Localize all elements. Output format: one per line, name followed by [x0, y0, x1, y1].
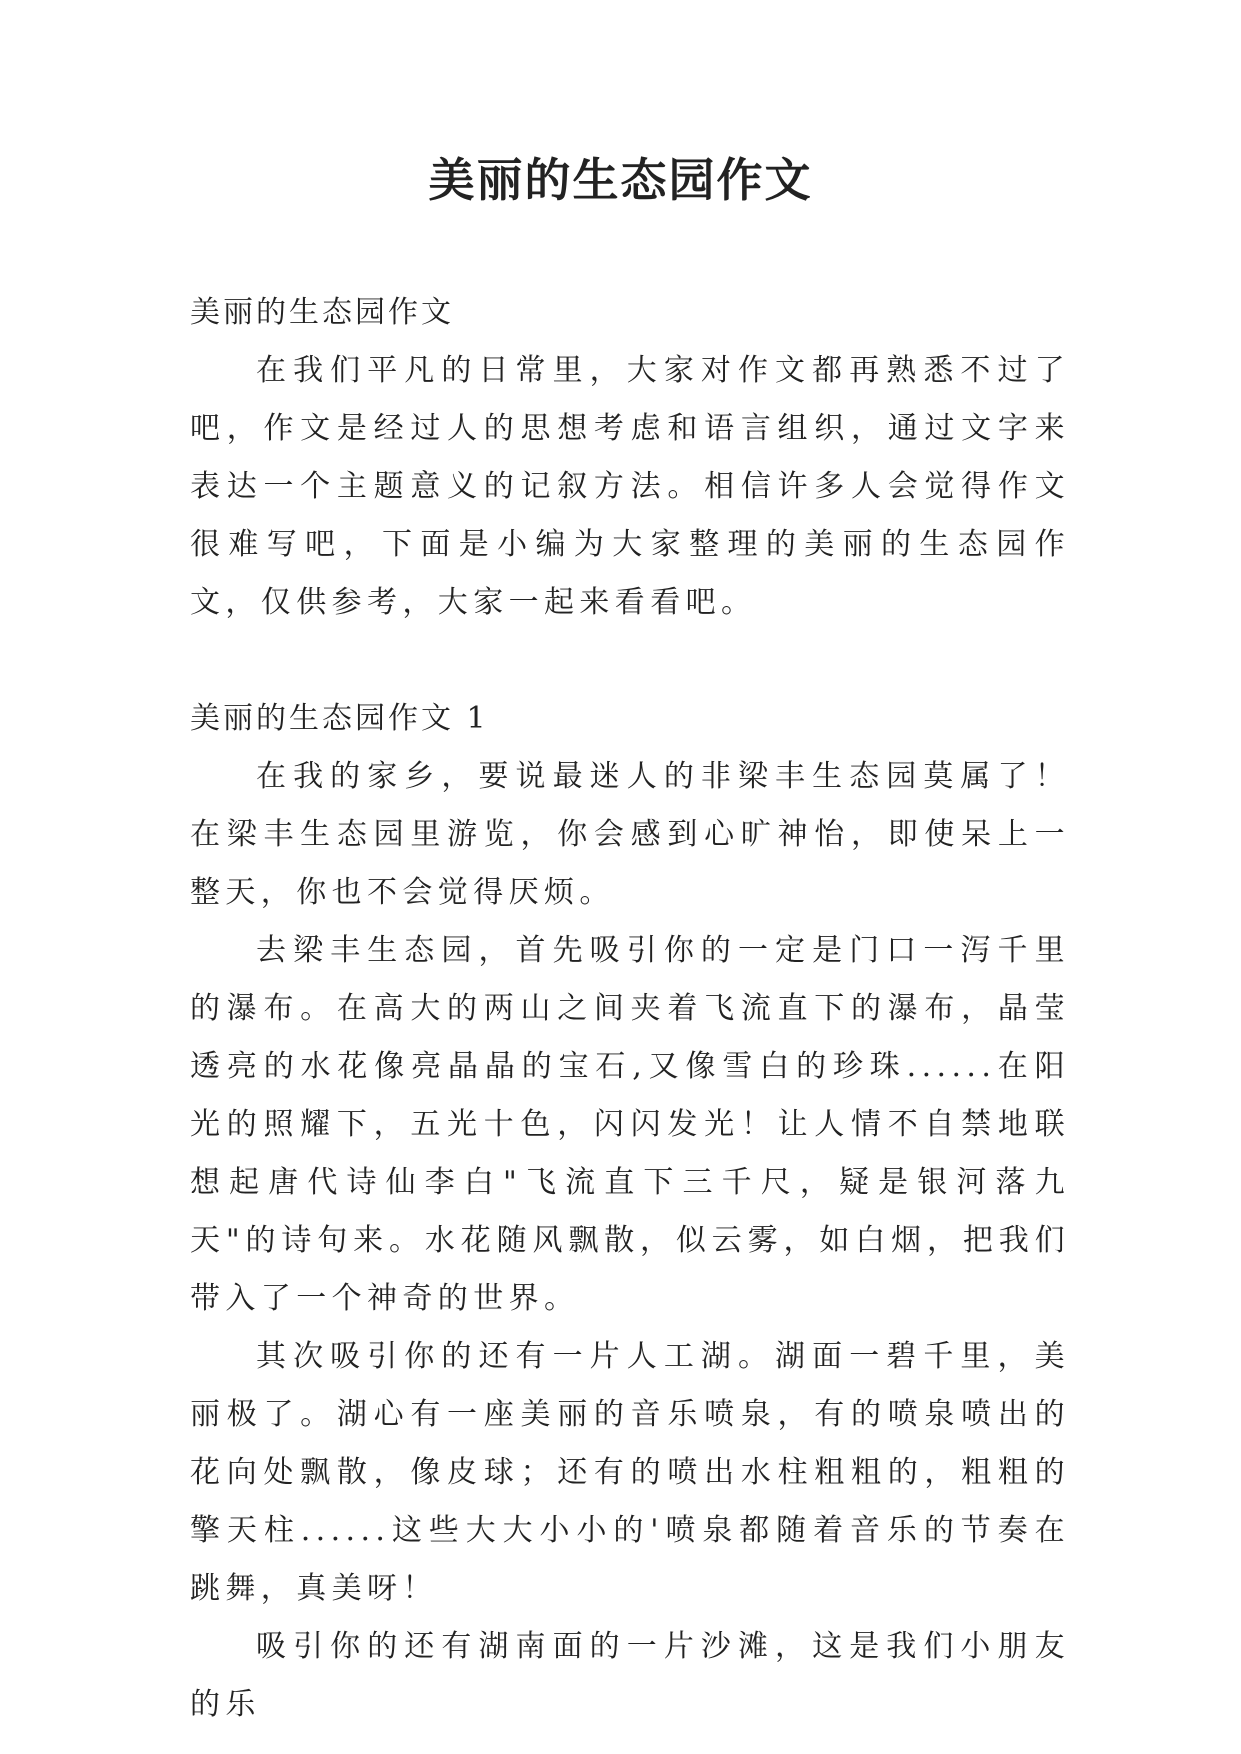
paragraph-gap: [190, 632, 1070, 690]
section-heading: 美丽的生态园作文 1: [190, 701, 489, 736]
document-body: [190, 284, 1070, 1734]
body-paragraph: 在我的家乡，要说最迷人的非梁丰生态园莫属了！在梁丰生态园里游览，你会感到心旷神怡，即使呆上一整天，你也不会觉得厌烦。: [190, 759, 1070, 910]
document-title: 美丽的生态园作文: [428, 153, 813, 207]
section-heading: 美丽的生态园作文: [190, 295, 454, 330]
body-paragraph: 吸引你的还有湖南面的一片沙滩，这是我们小朋友的乐: [190, 1629, 1070, 1722]
intro-paragraph: 在我们平凡的日常里，大家对作文都再熟悉不过了吧，作文是经过人的思想考虑和语言组织，通过文字来表达一个主题意义的记叙方法。相信许多人会觉得作文很难写吧，下面是小编为大家整理的美丽的生态园作文，仅供参考，大家一起来看看吧。: [190, 353, 1070, 620]
body-paragraph: 去梁丰生态园，首先吸引你的一定是门口一泻千里的瀑布。在高大的两山之间夹着飞流直下的瀑布，晶莹透亮的水花像亮晶晶的宝石,又像雪白的珍珠......在阳光的照耀下，五光十色，闪闪发光！让人情不自禁地联想起唐代诗仙李白"飞流直下三千尺，疑是银河落九天"的诗句来。水花随风飘散，似云雾，如白烟，把我们带入了一个神奇的世界。: [190, 933, 1070, 1316]
body-paragraph: 其次吸引你的还有一片人工湖。湖面一碧千里，美丽极了。湖心有一座美丽的音乐喷泉，有的喷泉喷出的花向处飘散，像皮球；还有的喷出水柱粗粗的，粗粗的擎天柱......这些大大小小的'喷泉都随着音乐的节奏在跳舞，真美呀！: [190, 1339, 1070, 1606]
